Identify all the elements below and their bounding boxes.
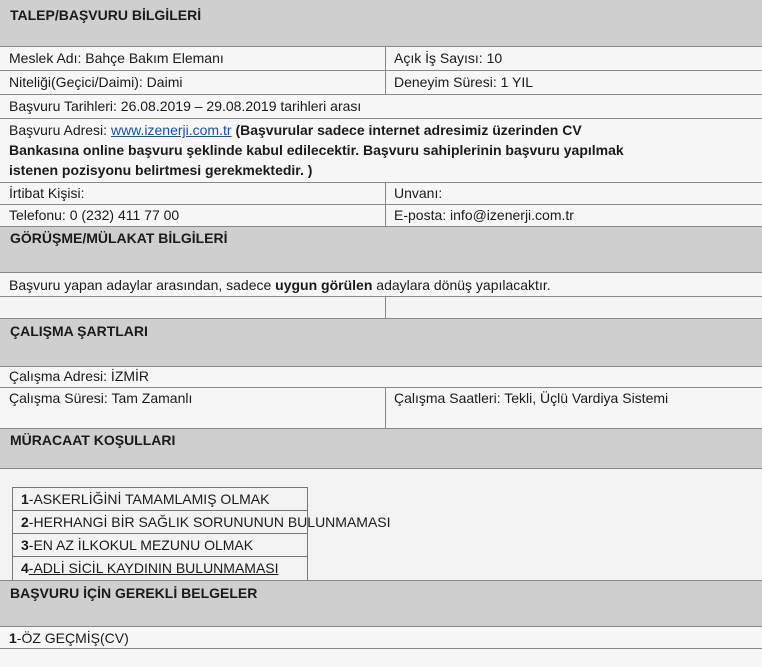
adres-note-line-2: Bankasına online başvuru şeklinde kabul edilecektir. Başvuru sahiplerinin başvuru yapılmak xyxy=(9,142,624,158)
list-item-text: -ASKERLİĞİNİ TAMAMLAMIŞ OLMAK xyxy=(28,491,270,507)
section-header-belgeler: BAŞVURU İÇİN GEREKLİ BELGELER xyxy=(0,580,762,626)
gorusme-text xyxy=(0,273,551,297)
row-calisma-sure xyxy=(0,387,762,428)
row-adres xyxy=(0,118,762,182)
row-telefon xyxy=(0,204,762,226)
section-header-calisma: ÇALIŞMA ŞARTLARI xyxy=(0,318,762,366)
niteligi: Niteliği(Geçici/Daimi): Daimi xyxy=(9,74,183,90)
calisma-adresi: Çalışma Adresi: İZMİR xyxy=(9,368,150,384)
muracaat-list xyxy=(12,487,391,581)
website-link[interactable]: www.izenerji.com.tr xyxy=(110,122,232,138)
adres-note-line-1: (Başvurular sadece internet adresimiz üzerinden CV xyxy=(235,122,582,138)
belge-item xyxy=(0,627,129,649)
deneyim-suresi: Deneyim Süresi: 1 YIL xyxy=(394,74,534,90)
section-header-muracaat: MÜRACAAT KOŞULLARI xyxy=(0,428,762,468)
calisma-saatleri: Çalışma Saatleri: Tekli, Üçlü Vardiya Sistemi xyxy=(394,390,669,406)
section-header-talep: TALEP/BAŞVURU BİLGİLERİ xyxy=(0,0,762,46)
list-item xyxy=(13,557,307,580)
row-irtibat xyxy=(0,182,762,204)
column-divider xyxy=(385,297,386,318)
list-item xyxy=(13,488,307,511)
row-tarihler xyxy=(0,94,762,118)
unvani: Unvanı: xyxy=(394,185,443,201)
list-item xyxy=(13,511,391,534)
adres-label: Başvuru Adresi: xyxy=(9,122,108,138)
list-item-number: 4 xyxy=(21,560,29,576)
row-meslek xyxy=(0,46,762,70)
acik-is-sayisi: Açık İş Sayısı: 10 xyxy=(394,50,503,66)
basvuru-tarihleri: Başvuru Tarihleri: 26.08.2019 – 29.08.2019 tarihleri arası xyxy=(9,98,362,114)
eposta: E-posta: info@izenerji.com.tr xyxy=(394,207,574,223)
row-gorusme-text xyxy=(0,272,762,296)
adres-note-line-3: istenen pozisyonu belirtmesi gerekmektedir. ) xyxy=(9,162,313,178)
list-item-text: -ÖZ GEÇMİŞ(CV) xyxy=(16,630,129,646)
list-item-text: -HERHANGİ BİR SAĞLIK SORUNUNUN BULUNMAMASI xyxy=(28,514,391,530)
section-header-gorusme: GÖRÜŞME/MÜLAKAT BİLGİLERİ xyxy=(0,226,762,272)
list-item-number: 3 xyxy=(21,537,29,553)
list-item-number: 2 xyxy=(21,514,29,530)
row-belge xyxy=(0,626,762,649)
list-item-number: 1 xyxy=(21,491,29,507)
list-item-text: -EN AZ İLKOKUL MEZUNU OLMAK xyxy=(28,537,254,553)
list-item-number: 1 xyxy=(9,630,17,646)
gorusme-text-part-1: Başvuru yapan adaylar arasından, sadece xyxy=(9,277,276,293)
gorusme-text-bold: uygun görülen xyxy=(275,277,373,293)
row-calisma-adres xyxy=(0,366,762,387)
gorusme-text-part-2: adaylara dönüş yapılacaktır. xyxy=(372,277,551,293)
list-item-text: -ADLİ SİCİL KAYDININ BULUNMAMASI xyxy=(28,560,279,576)
basvuru-adresi xyxy=(0,120,624,180)
row-nitelik xyxy=(0,70,762,94)
telefonu: Telefonu: 0 (232) 411 77 00 xyxy=(9,207,180,223)
row-gorusme-empty xyxy=(0,296,762,318)
calisma-suresi: Çalışma Süresi: Tam Zamanlı xyxy=(9,390,193,406)
list-item xyxy=(13,534,307,557)
meslek-adi: Meslek Adı: Bahçe Bakım Elemanı xyxy=(9,50,224,66)
irtibat-kisisi: İrtibat Kişisi: xyxy=(9,185,85,201)
